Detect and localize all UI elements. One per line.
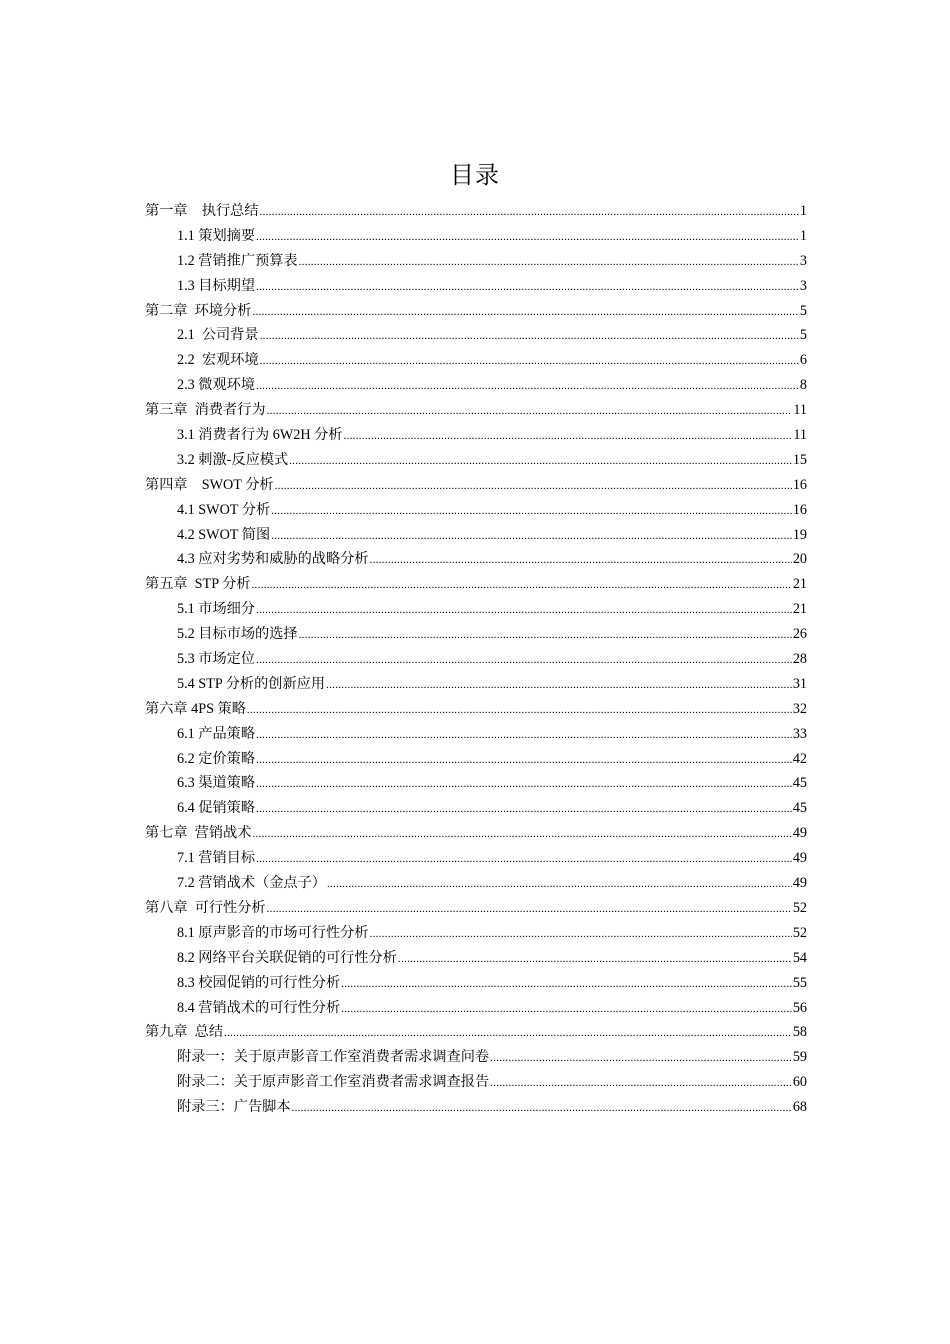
toc-entry-label: 第二章 环境分析: [145, 302, 252, 319]
toc-page-number: 19: [792, 526, 807, 543]
toc-dot-leader: [271, 524, 792, 549]
toc-entry-label: 8.2 网络平台关联促销的可行性分析: [177, 949, 397, 966]
toc-page-number: 45: [792, 800, 807, 817]
toc-entry-label: 1.1 策划摘要: [177, 227, 256, 244]
toc-page-number: 11: [793, 427, 807, 444]
toc-dot-leader: [256, 374, 799, 399]
toc-page-number: 21: [792, 576, 807, 593]
toc-page-number: 68: [792, 1099, 807, 1116]
toc-page-number: 60: [792, 1074, 807, 1091]
toc-dot-leader: [252, 300, 798, 325]
toc-dot-leader: [256, 598, 792, 623]
toc-dot-leader: [271, 499, 792, 524]
toc-entry-label: 6.3 渠道策略: [177, 775, 256, 792]
toc-chapter-entry[interactable]: [145, 1020, 807, 1045]
toc-entry-label: 8.4 营销战术的可行性分析: [177, 999, 341, 1016]
toc-page-number: 21: [792, 601, 807, 618]
toc-section-entry[interactable]: [145, 722, 807, 747]
toc-dot-leader: [247, 698, 792, 723]
toc-page-number: 58: [792, 1024, 807, 1041]
toc-page-number: 45: [792, 775, 807, 792]
toc-page-number: 15: [792, 451, 807, 468]
toc-dot-leader: [252, 573, 792, 598]
toc-section-entry[interactable]: [145, 946, 807, 971]
toc-dot-leader: [267, 399, 793, 424]
toc-entry-label: 2.3 微观环境: [177, 377, 256, 394]
toc-page-number: 52: [792, 924, 807, 941]
toc-entry-label: 2.1 公司背景: [177, 327, 259, 344]
toc-page-number: 55: [792, 974, 807, 991]
toc-entry-label: 6.1 产品策略: [177, 725, 256, 742]
toc-chapter-entry[interactable]: [145, 572, 807, 597]
toc-dot-leader: [299, 250, 799, 275]
toc-entry-label: 5.1 市场细分: [177, 601, 256, 618]
toc-chapter-entry[interactable]: [145, 697, 807, 722]
toc-page-number: 20: [792, 551, 807, 568]
toc-entry-label: 5.4 STP 分析的创新应用: [177, 675, 326, 692]
toc-entry-label: 第六章 4PS 策略: [145, 700, 246, 717]
toc-page-number: 26: [792, 626, 807, 643]
toc-entry-label: 4.3 应对劣势和威胁的战略分析: [177, 551, 369, 568]
toc-entry-label: 6.2 定价策略: [177, 750, 256, 767]
toc-appendix-entry[interactable]: [145, 1070, 807, 1095]
toc-entry-label: 附录三：广告脚本: [177, 1099, 291, 1116]
toc-section-entry[interactable]: [145, 846, 807, 871]
toc-dot-leader: [256, 797, 792, 822]
toc-page-number: 59: [792, 1049, 807, 1066]
toc-list: [145, 199, 807, 1120]
toc-page-number: 32: [792, 700, 807, 717]
toc-section-entry[interactable]: [145, 373, 807, 398]
toc-dot-leader: [256, 275, 799, 300]
toc-page-number: 49: [792, 825, 807, 842]
toc-entry-label: 5.3 市场定位: [177, 651, 256, 668]
toc-dot-leader: [341, 997, 792, 1022]
toc-appendix-entry[interactable]: [145, 1045, 807, 1070]
toc-page-number: 8: [799, 377, 807, 394]
toc-dot-leader: [256, 723, 792, 748]
toc-page-number: 1: [799, 203, 807, 219]
toc-dot-leader: [260, 200, 799, 225]
toc-entry-label: 3.1 消费者行为 6W2H 分析: [177, 427, 343, 444]
toc-entry-label: 第四章 SWOT 分析: [145, 476, 274, 493]
toc-page-number: 49: [792, 850, 807, 867]
toc-chapter-entry[interactable]: [145, 199, 807, 224]
toc-section-entry[interactable]: [145, 647, 807, 672]
toc-section-entry[interactable]: [145, 274, 807, 299]
toc-page-number: 49: [792, 875, 807, 892]
toc-page-number: 6: [799, 352, 807, 369]
toc-dot-leader: [224, 1021, 792, 1046]
toc-dot-leader: [256, 225, 799, 250]
toc-entry-label: 第一章 执行总结: [145, 203, 259, 219]
toc-page-number: 56: [792, 999, 807, 1016]
toc-page-number: 5: [799, 327, 807, 344]
toc-section-entry[interactable]: [145, 796, 807, 821]
toc-dot-leader: [370, 548, 792, 573]
toc-section-entry[interactable]: [145, 971, 807, 996]
toc-entry-label: 4.2 SWOT 简图: [177, 526, 271, 543]
toc-dot-leader: [260, 349, 799, 374]
toc-entry-label: 8.3 校园促销的可行性分析: [177, 974, 341, 991]
toc-chapter-entry[interactable]: [145, 896, 807, 921]
toc-entry-label: 1.2 营销推广预算表: [177, 252, 298, 269]
toc-page-number: 3: [799, 252, 807, 269]
toc-title: 目录: [450, 161, 500, 189]
toc-chapter-entry[interactable]: [145, 473, 807, 498]
toc-entry-label: 2.2 宏观环境: [177, 352, 259, 369]
toc-dot-leader: [344, 424, 793, 449]
toc-dot-leader: [341, 972, 792, 997]
toc-section-entry[interactable]: [145, 423, 807, 448]
toc-entry-label: 第九章 总结: [145, 1024, 224, 1041]
toc-dot-leader: [292, 1096, 792, 1121]
toc-dot-leader: [299, 623, 792, 648]
toc-entry-label: 7.2 营销战术（金点子）: [177, 875, 326, 892]
toc-dot-leader: [275, 474, 792, 499]
toc-dot-leader: [260, 324, 799, 349]
toc-section-entry[interactable]: [145, 597, 807, 622]
toc-section-entry[interactable]: [145, 622, 807, 647]
toc-section-entry[interactable]: [145, 672, 807, 697]
toc-section-entry[interactable]: [145, 771, 807, 796]
toc-page-number: 52: [792, 899, 807, 916]
toc-section-entry[interactable]: [145, 547, 807, 572]
toc-page-number: 28: [792, 651, 807, 668]
toc-page-number: 16: [792, 501, 807, 518]
toc-entry-label: 1.3 目标期望: [177, 277, 256, 294]
toc-dot-leader: [256, 847, 792, 872]
toc-entry-label: 第八章 可行性分析: [145, 899, 266, 916]
toc-chapter-entry[interactable]: [145, 299, 807, 324]
toc-dot-leader: [326, 673, 792, 698]
toc-entry-label: 7.1 营销目标: [177, 850, 256, 867]
toc-dot-leader: [252, 822, 791, 847]
toc-dot-leader: [256, 748, 792, 773]
toc-entry-label: 第三章 消费者行为: [145, 402, 266, 419]
toc-chapter-entry[interactable]: [145, 821, 807, 846]
toc-page-number: 16: [792, 476, 807, 493]
toc-entry-label: 第五章 STP 分析: [145, 576, 251, 593]
toc-section-entry[interactable]: [145, 224, 807, 249]
toc-dot-leader: [267, 897, 792, 922]
toc-section-entry[interactable]: [145, 498, 807, 523]
toc-dot-leader: [289, 449, 792, 474]
toc-section-entry[interactable]: [145, 348, 807, 373]
toc-entry-label: 第七章 营销战术: [145, 825, 252, 842]
toc-section-entry[interactable]: [145, 323, 807, 348]
toc-dot-leader: [327, 872, 792, 897]
toc-page-number: 1: [799, 227, 807, 244]
toc-page-number: 42: [792, 750, 807, 767]
toc-entry-label: 5.2 目标市场的选择: [177, 626, 298, 643]
toc-entry-label: 附录二：关于原声影音工作室消费者需求调查报告: [177, 1074, 490, 1091]
toc-dot-leader: [398, 947, 792, 972]
toc-section-entry[interactable]: [145, 921, 807, 946]
toc-page-number: 31: [792, 675, 807, 692]
toc-page-number: 5: [799, 302, 807, 319]
toc-section-entry[interactable]: [145, 747, 807, 772]
toc-page-number: 11: [793, 402, 807, 419]
toc-dot-leader: [256, 648, 792, 673]
toc-entry-label: 4.1 SWOT 分析: [177, 501, 271, 518]
toc-section-entry[interactable]: [145, 523, 807, 548]
toc-dot-leader: [490, 1046, 792, 1071]
toc-entry-label: 6.4 促销策略: [177, 800, 256, 817]
toc-section-entry[interactable]: [145, 871, 807, 896]
toc-page-number: 3: [799, 277, 807, 294]
toc-dot-leader: [490, 1071, 792, 1096]
toc-appendix-entry[interactable]: [145, 1095, 807, 1120]
toc-page-number: 54: [792, 949, 807, 966]
toc-entry-label: 附录一：关于原声影音工作室消费者需求调查问卷: [177, 1049, 490, 1066]
toc-section-entry[interactable]: [145, 996, 807, 1021]
toc-page-number: 33: [792, 725, 807, 742]
toc-section-entry[interactable]: [145, 249, 807, 274]
toc-dot-leader: [370, 922, 792, 947]
toc-chapter-entry[interactable]: [145, 398, 807, 423]
toc-entry-label: 8.1 原声影音的市场可行性分析: [177, 924, 369, 941]
toc-dot-leader: [256, 772, 792, 797]
toc-entry-label: 3.2 刺激-反应模式: [177, 451, 289, 468]
toc-section-entry[interactable]: [145, 448, 807, 473]
